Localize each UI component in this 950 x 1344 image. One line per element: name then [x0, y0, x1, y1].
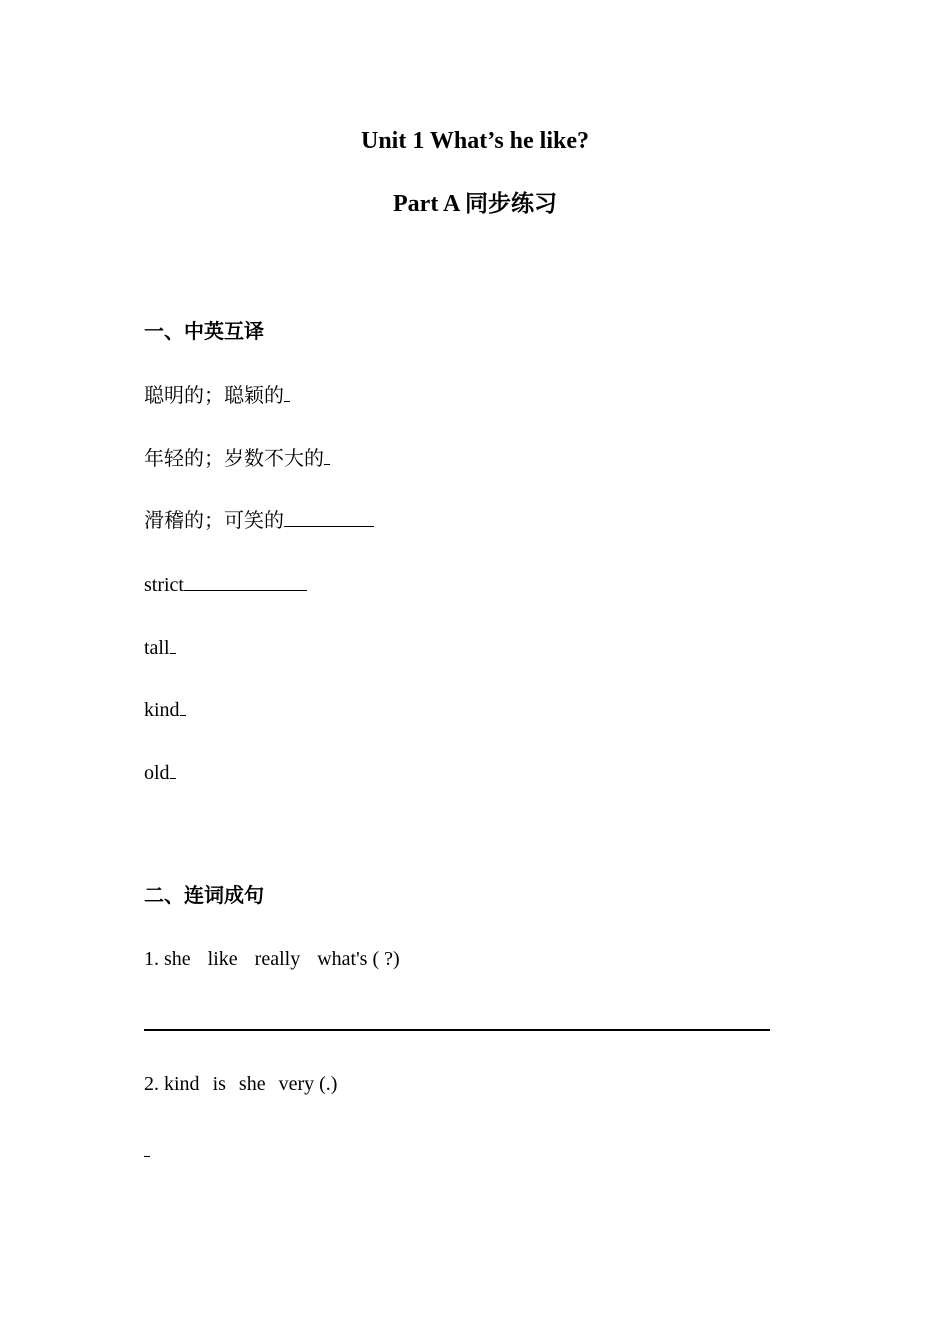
answer-blank-6[interactable]	[180, 695, 186, 716]
answer-blank-4[interactable]	[184, 570, 307, 591]
translate-item-6	[144, 695, 186, 723]
answer-blank-7[interactable]	[170, 758, 176, 779]
part-title	[0, 189, 950, 219]
translate-item-6-text: kind	[144, 699, 180, 721]
q1-word-4: what's	[317, 948, 368, 970]
q2-word-1: kind	[164, 1073, 200, 1095]
translate-item-2-text: 年轻的；岁数不大的	[144, 446, 324, 470]
section1-heading: 一、中英互译	[144, 319, 264, 343]
q2-number: 2.	[144, 1073, 159, 1095]
translate-item-4-text: strict	[144, 574, 184, 596]
q1-word-3: really	[254, 948, 301, 970]
translate-item-3	[144, 506, 374, 533]
translate-item-5-text: tall	[144, 637, 170, 659]
answer-blank-3[interactable]	[284, 506, 374, 527]
q1-word-1: she	[164, 948, 191, 970]
q2-word-3: she	[238, 1073, 266, 1095]
translate-item-1-text: 聪明的；聪颖的	[144, 383, 284, 407]
answer-line-1[interactable]	[144, 1029, 770, 1031]
translate-item-7-text: old	[144, 762, 170, 784]
part-title-cn: 同步练习	[465, 191, 557, 217]
answer-blank-5[interactable]	[170, 633, 176, 654]
answer-line-2[interactable]	[144, 1136, 150, 1164]
unit-title	[0, 126, 950, 156]
answer-blank-1[interactable]	[284, 381, 290, 402]
q2-punctuation: (.)	[319, 1073, 338, 1095]
section2-heading: 二、连词成句	[144, 883, 264, 907]
answer-blank-2[interactable]	[324, 444, 330, 465]
answer-blank-q2[interactable]	[144, 1136, 150, 1157]
translate-item-1	[144, 381, 290, 408]
translate-item-5	[144, 633, 176, 661]
part-title-en: Part A	[393, 191, 465, 217]
q1-punctuation: ( ?)	[372, 948, 400, 970]
translate-item-2	[144, 444, 330, 471]
q1-number: 1.	[144, 948, 159, 970]
unit-title-text: Unit 1 What’s he like?	[360, 128, 590, 154]
translate-item-3-text: 滑稽的；可笑的	[144, 508, 284, 532]
q2-word-4: very	[278, 1073, 315, 1095]
q2-word-2: is	[212, 1073, 226, 1095]
translate-item-4	[144, 570, 307, 598]
sentence-question-2	[144, 1071, 337, 1097]
sentence-question-1	[144, 946, 400, 972]
q1-word-2: like	[207, 948, 238, 970]
translate-item-7	[144, 758, 176, 786]
